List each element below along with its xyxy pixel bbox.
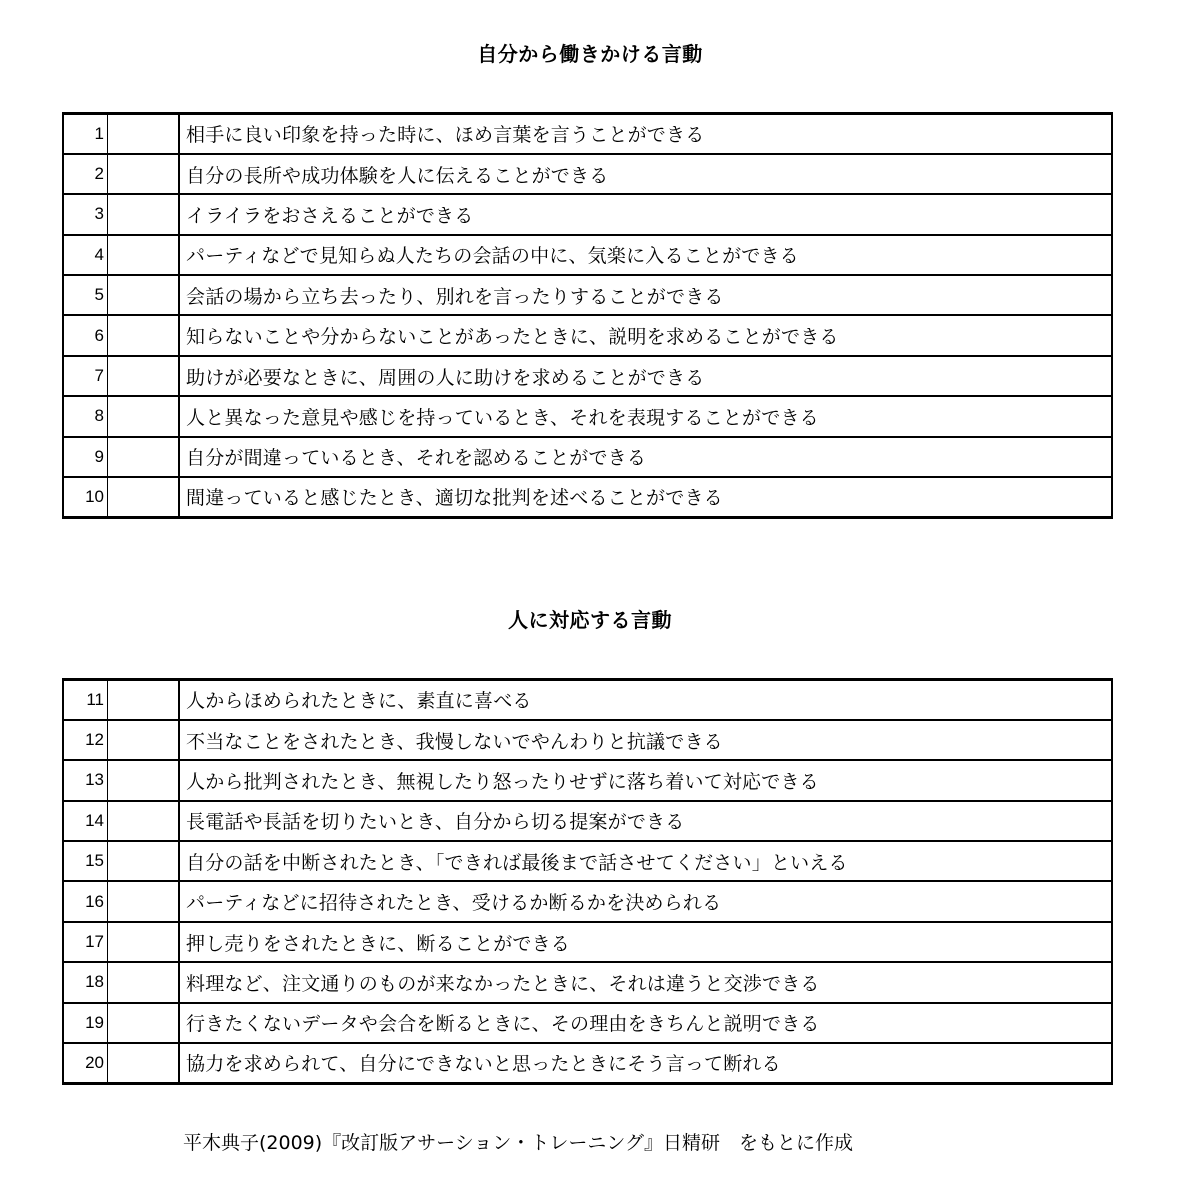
section-title-responsive: 人に対応する言動	[508, 608, 672, 632]
check-cell[interactable]	[108, 275, 180, 315]
item-number: 5	[63, 275, 108, 315]
table-row	[63, 922, 1112, 962]
check-cell[interactable]	[108, 841, 180, 881]
table-row	[63, 396, 1112, 436]
check-cell[interactable]	[108, 680, 180, 720]
check-cell[interactable]	[108, 194, 180, 234]
check-cell[interactable]	[108, 720, 180, 760]
source-citation: 平木典子(2009)『改訂版アサーション・トレーニング』日精研 をもとに作成	[183, 1132, 854, 1154]
check-cell[interactable]	[108, 315, 180, 355]
check-cell[interactable]	[108, 801, 180, 841]
section-title-proactive: 自分から働きかける言動	[477, 42, 703, 66]
item-text: パーティなどに招待されたとき、受けるか断るかを決められる	[179, 881, 1112, 921]
check-cell[interactable]	[108, 477, 180, 517]
check-cell[interactable]	[108, 962, 180, 1002]
check-cell[interactable]	[108, 114, 180, 154]
table-row	[63, 114, 1112, 154]
item-text: 人から批判されたとき、無視したり怒ったりせずに落ち着いて対応できる	[179, 760, 1112, 800]
item-number: 15	[63, 841, 108, 881]
item-number: 4	[63, 235, 108, 275]
item-text: 自分の長所や成功体験を人に伝えることができる	[179, 154, 1112, 194]
check-cell[interactable]	[108, 437, 180, 477]
item-text: 長電話や長話を切りたいとき、自分から切る提案ができる	[179, 801, 1112, 841]
check-cell[interactable]	[108, 1003, 180, 1043]
item-number: 18	[63, 962, 108, 1002]
table-row	[63, 235, 1112, 275]
item-number: 19	[63, 1003, 108, 1043]
item-text: 行きたくないデータや会合を断るときに、その理由をきちんと説明できる	[179, 1003, 1112, 1043]
checklist-table-proactive	[62, 112, 1113, 519]
item-text: 相手に良い印象を持った時に、ほめ言葉を言うことができる	[179, 114, 1112, 154]
check-cell[interactable]	[108, 356, 180, 396]
item-text: 会話の場から立ち去ったり、別れを言ったりすることができる	[179, 275, 1112, 315]
item-text: 人と異なった意見や感じを持っているとき、それを表現することができる	[179, 396, 1112, 436]
item-text: 料理など、注文通りのものが来なかったときに、それは違うと交渉できる	[179, 962, 1112, 1002]
item-number: 1	[63, 114, 108, 154]
check-cell[interactable]	[108, 235, 180, 275]
check-cell[interactable]	[108, 154, 180, 194]
checklist-table-responsive	[62, 678, 1113, 1085]
item-text: パーティなどで見知らぬ人たちの会話の中に、気楽に入ることができる	[179, 235, 1112, 275]
table-row	[63, 1003, 1112, 1043]
check-cell[interactable]	[108, 396, 180, 436]
item-text: 間違っていると感じたとき、適切な批判を述べることができる	[179, 477, 1112, 517]
item-text: 自分の話を中断されたとき、「できれば最後まで話させてください」といえる	[179, 841, 1112, 881]
item-number: 3	[63, 194, 108, 234]
item-number: 16	[63, 881, 108, 921]
table-row	[63, 275, 1112, 315]
table-row	[63, 315, 1112, 355]
check-cell[interactable]	[108, 881, 180, 921]
item-number: 7	[63, 356, 108, 396]
item-number: 14	[63, 801, 108, 841]
table-row	[63, 881, 1112, 921]
table-row	[63, 154, 1112, 194]
item-text: 知らないことや分からないことがあったときに、説明を求めることができる	[179, 315, 1112, 355]
item-text: イライラをおさえることができる	[179, 194, 1112, 234]
table-row	[63, 477, 1112, 517]
table-row	[63, 801, 1112, 841]
table-row	[63, 194, 1112, 234]
table-row	[63, 437, 1112, 477]
item-number: 13	[63, 760, 108, 800]
item-number: 11	[63, 680, 108, 720]
item-number: 20	[63, 1043, 108, 1083]
item-text: 助けが必要なときに、周囲の人に助けを求めることができる	[179, 356, 1112, 396]
check-cell[interactable]	[108, 922, 180, 962]
item-number: 6	[63, 315, 108, 355]
table-row	[63, 356, 1112, 396]
table-row	[63, 962, 1112, 1002]
table-row	[63, 1043, 1112, 1083]
table-row	[63, 841, 1112, 881]
check-cell[interactable]	[108, 1043, 180, 1083]
item-text: 押し売りをされたときに、断ることができる	[179, 922, 1112, 962]
check-cell[interactable]	[108, 760, 180, 800]
item-number: 12	[63, 720, 108, 760]
item-number: 2	[63, 154, 108, 194]
item-number: 17	[63, 922, 108, 962]
item-text: 協力を求められて、自分にできないと思ったときにそう言って断れる	[179, 1043, 1112, 1083]
item-text: 人からほめられたときに、素直に喜べる	[179, 680, 1112, 720]
table-row	[63, 760, 1112, 800]
table-row	[63, 680, 1112, 720]
item-number: 9	[63, 437, 108, 477]
item-text: 自分が間違っているとき、それを認めることができる	[179, 437, 1112, 477]
item-number: 8	[63, 396, 108, 436]
table-row	[63, 720, 1112, 760]
item-text: 不当なことをされたとき、我慢しないでやんわりと抗議できる	[179, 720, 1112, 760]
item-number: 10	[63, 477, 108, 517]
